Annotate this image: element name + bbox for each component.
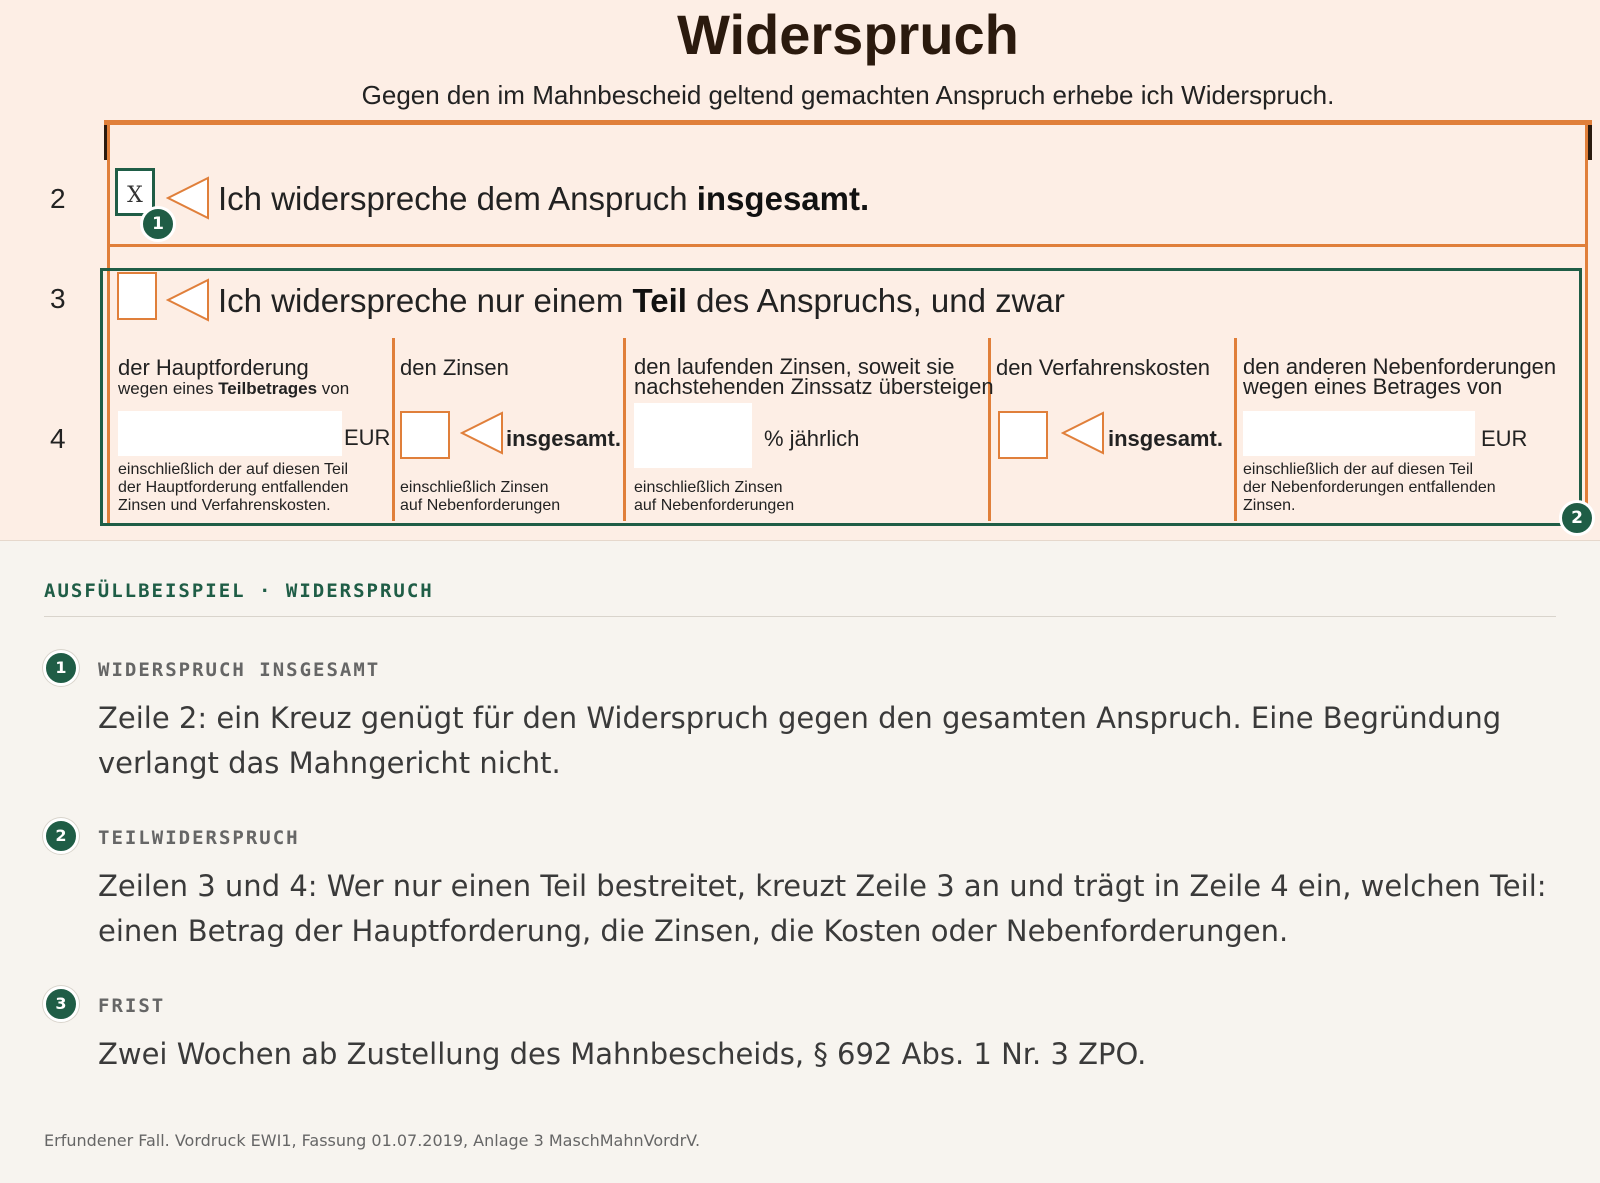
currency-unit-eur: EUR	[344, 425, 391, 450]
col-nebenforderungen-note: einschließlich der auf diesen Teil der Nebenforderungen entfallenden Zinsen.	[1243, 461, 1496, 514]
col-zinsen-head: den Zinsen	[400, 355, 509, 380]
row3-label: Ich widerspreche nur einem Teil des Anspruchs, und zwar	[218, 282, 1065, 319]
checkbox-widerspruch-insgesamt[interactable]: X	[115, 168, 155, 216]
footer-note: Erfundener Fall. Vordruck EWI1, Fassung 01.07.2019, Anlage 3 MaschMahnVordrV.	[44, 1131, 701, 1150]
col-hauptforderung-head: der Hauptforderung	[118, 355, 309, 380]
form-excerpt	[0, 0, 1600, 541]
note-badge-3: 3	[43, 986, 79, 1022]
line-number-2: 2	[50, 183, 66, 214]
col-nebenforderungen-head: den anderen Nebenforderungen wegen eines Betrages von	[1243, 354, 1557, 399]
note-heading-2: TEILWIDERSPRUCH	[98, 827, 300, 849]
line-number-4: 4	[50, 423, 66, 454]
note-badge-2: 2	[43, 818, 79, 854]
col-laufende-zinsen-note: einschließlich Zinsen auf Nebenforderungen	[634, 479, 795, 514]
col-laufende-zinsen-head: den laufenden Zinsen, soweit sie nachstehenden Zinssatz übersteigen	[634, 354, 994, 399]
section-divider	[44, 616, 1556, 617]
note-body-1: Zeile 2: ein Kreuz genügt für den Widerspruch gegen den gesamten Anspruch. Eine Begründung verlangt das Mahngericht nicht.	[98, 701, 1502, 780]
form-subtitle: Gegen den im Mahnbescheid geltend gemachten Anspruch erhebe ich Widerspruch.	[361, 80, 1335, 110]
col-verfahrenskosten-head: den Verfahrenskosten	[996, 355, 1211, 380]
note-heading-1: WIDERSPRUCH INSGESAMT	[98, 659, 381, 681]
form-frame-right	[1585, 125, 1588, 523]
col-zinsen-insgesamt-label: insgesamt.	[506, 426, 621, 451]
note-body-2: Zeilen 3 und 4: Wer nur einen Teil bestreitet, kreuzt Zeile 3 an und trägt in Zeile 4 ein, welchen Teil: einen Betrag der Hauptforderung, die Zinsen, die Kosten oder Nebenforderungen.	[98, 869, 1547, 948]
section-kicker: AUSFÜLLBEISPIEL · WIDERSPRUCH	[44, 580, 434, 602]
highlight-teilwiderspruch	[100, 268, 1582, 526]
annotation-badge-1: 1	[140, 206, 176, 242]
note-heading-3: FRIST	[98, 995, 166, 1017]
col-hauptforderung-sub: wegen eines Teilbetrages von	[118, 379, 350, 398]
row-separator	[107, 244, 1588, 247]
percent-per-year-unit: % jährlich	[764, 426, 860, 451]
row2-label: Ich widerspreche dem Anspruch insgesamt.	[218, 180, 870, 217]
corner-bracket-left	[104, 120, 144, 160]
currency-unit-eur: EUR	[1481, 426, 1528, 451]
note-badge-1: 1	[43, 650, 79, 686]
annotation-badge-2: 2	[1559, 500, 1595, 536]
form-title: Widerspruch	[677, 3, 1019, 66]
note-body-3: Zwei Wochen ab Zustellung des Mahnbescheids, § 692 Abs. 1 Nr. 3 ZPO.	[98, 1037, 1147, 1071]
col-hauptforderung-note: einschließlich der auf diesen Teil der Hauptforderung entfallenden Zinsen und Verfahrenskosten.	[118, 461, 349, 514]
line-number-3: 3	[50, 283, 66, 314]
form-frame-top	[104, 120, 1592, 125]
col-verfahrenskosten-insgesamt-label: insgesamt.	[1108, 426, 1223, 451]
col-zinsen-note: einschließlich Zinsen auf Nebenforderungen	[400, 479, 561, 514]
